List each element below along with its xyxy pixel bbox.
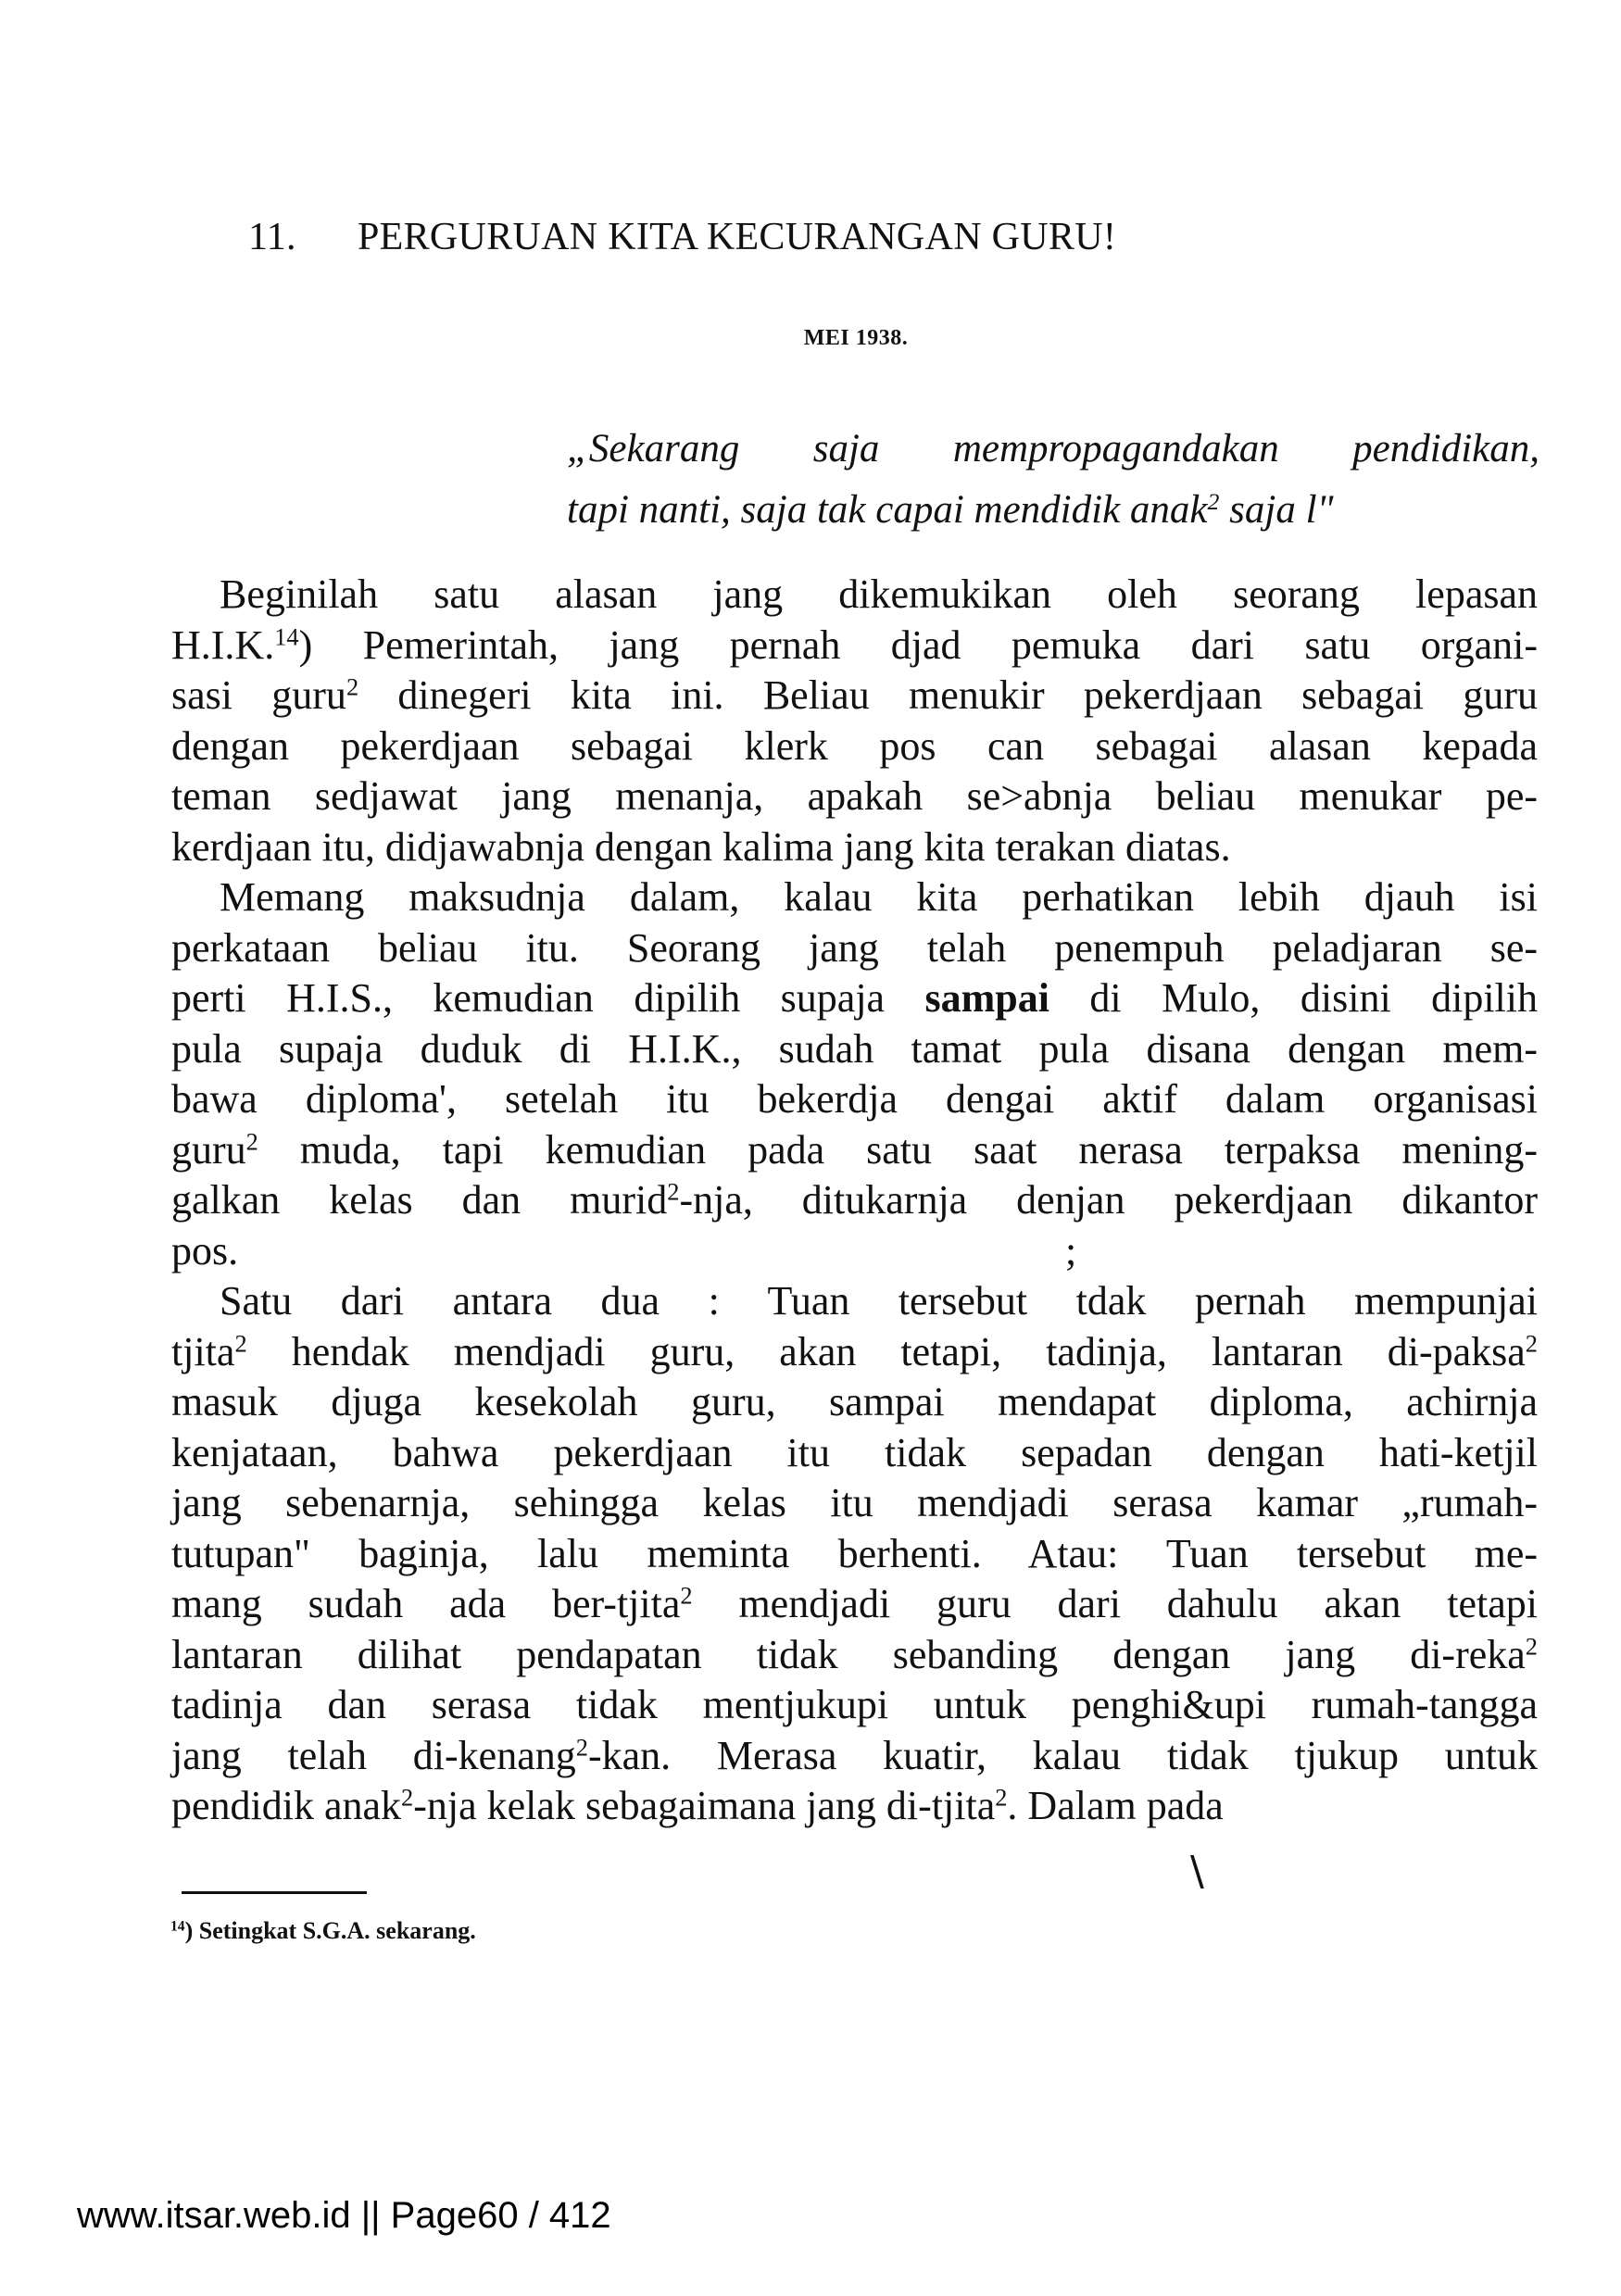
- footnote: [170, 1917, 476, 1945]
- chapter-heading: PERGURUAN KITA KECURANGAN GURU!: [358, 216, 1117, 258]
- epigraph-quote: [567, 419, 1539, 541]
- paragraph-line: lantaran dilihat pendapatan tidak sebanding dengan jang di-reka$^2$: [171, 1631, 1538, 1677]
- paragraph-line: pendidik anak$^2$-nja kelak sebagaimana jang di-tjita$^2$. Dalam pada: [171, 1783, 1224, 1828]
- page-footer: www.itsar.web.id || Page60 / 412: [77, 2195, 611, 2236]
- paragraph-line: jang telah di-kenang$^2$-kan. Merasa kuatir, kalau tidak tjukup untuk: [171, 1732, 1538, 1778]
- paragraph-line: jang sebenarnja, sehingga kelas itu mendjadi serasa kamar „rumah-: [171, 1480, 1538, 1525]
- paragraph-line: bawa diploma', setelah itu bekerdja dengai aktif dalam organisasi: [171, 1076, 1538, 1122]
- paragraph-line: Memang maksudnja dalam, kalau kita perhatikan lebih djauh isi: [220, 874, 1538, 920]
- bold-word: sampai: [924, 975, 1049, 1021]
- epigraph-line: „Sekarang saja mempropagandakan pendidikan,: [567, 427, 1539, 470]
- paragraph-line: tadinja dan serasa tidak mentjukupi untuk penghi&upi rumah-tangga: [171, 1682, 1538, 1727]
- epigraph-line: tapi nanti, saja tak capai mendidik anak$^2$ saja l": [567, 487, 1334, 532]
- footnote-marker: 14: [170, 1918, 185, 1935]
- paragraph-line: galkan kelas dan murid$^2$-nja, ditukarnja denjan pekerdjaan dikantor: [171, 1177, 1539, 1223]
- paragraph-line: dengan pekerdjaan sebagai klerk pos can sebagai alasan kepada: [171, 722, 1538, 769]
- chapter-number: 11.: [248, 216, 296, 258]
- chapter-date: MEI 1938.: [803, 326, 909, 350]
- paragraph-line: Beginilah satu alasan jang dikemukikan oleh seorang lepasan: [220, 571, 1538, 617]
- body-text: [171, 570, 1538, 1832]
- paragraph-line: perkataan beliau itu. Seorang jang telah penempuh peladjaran se-: [171, 924, 1538, 971]
- paragraph-line: guru$^2$ muda, tapi kemudian pada satu saat nerasa terpaksa mening-: [171, 1126, 1538, 1173]
- paragraph-line: sasi guru$^2$ dinegeri kita ini. Beliau menukir pekerdjaan sebagai guru: [171, 672, 1539, 718]
- paragraph-line: pula supaja duduk di H.I.K., sudah tamat pula disana dengan mem-: [171, 1025, 1538, 1072]
- paragraph-line: masuk djuga kesekolah guru, sampai mendapat diploma, achirnja: [171, 1379, 1538, 1424]
- chapter-title: [248, 215, 1116, 259]
- paragraph-line: tutupan" baginja, lalu meminta berhenti. Atau: Tuan tersebut me-: [171, 1530, 1538, 1576]
- paragraph-line: teman sedjawat jang menanja, apakah se>abnja beliau menukar pe-: [171, 773, 1538, 819]
- paragraph-line: Satu dari antara dua : Tuan tersebut tdak pernah mempunjai: [220, 1278, 1538, 1324]
- paragraph-line: mang sudah ada ber-tjita$^2$ mendjadi guru dari dahulu akan tetapi: [171, 1581, 1538, 1626]
- paragraph-line: kerdjaan itu, didjawabnja dengan kalima jang kita terakan diatas.: [171, 823, 1231, 870]
- paragraph-line: kenjataan, bahwa pekerdjaan itu tidak sepadan dengan hati-ketjil: [171, 1429, 1538, 1475]
- stray-semicolon: ;: [1065, 1227, 1077, 1273]
- footnote-text: ) Setingkat S.G.A. sekarang.: [184, 1917, 476, 1944]
- stray-mark: \: [1190, 1848, 1204, 1895]
- paragraph-line: tjita$^2$ hendak mendjadi guru, akan tetapi, tadinja, lantaran di-paksa$^2$: [171, 1328, 1538, 1374]
- paragraph-line: perti H.I.S., kemudian dipilih supaja sampai di Mulo, disini dipilih: [171, 975, 1538, 1021]
- footnote-divider: [182, 1891, 367, 1894]
- paragraph-line: H.I.K.$^{14}$) Pemerintah, jang pernah djad pemuka dari satu organi-: [171, 621, 1538, 668]
- paragraph-line: pos. ;: [171, 1226, 1538, 1277]
